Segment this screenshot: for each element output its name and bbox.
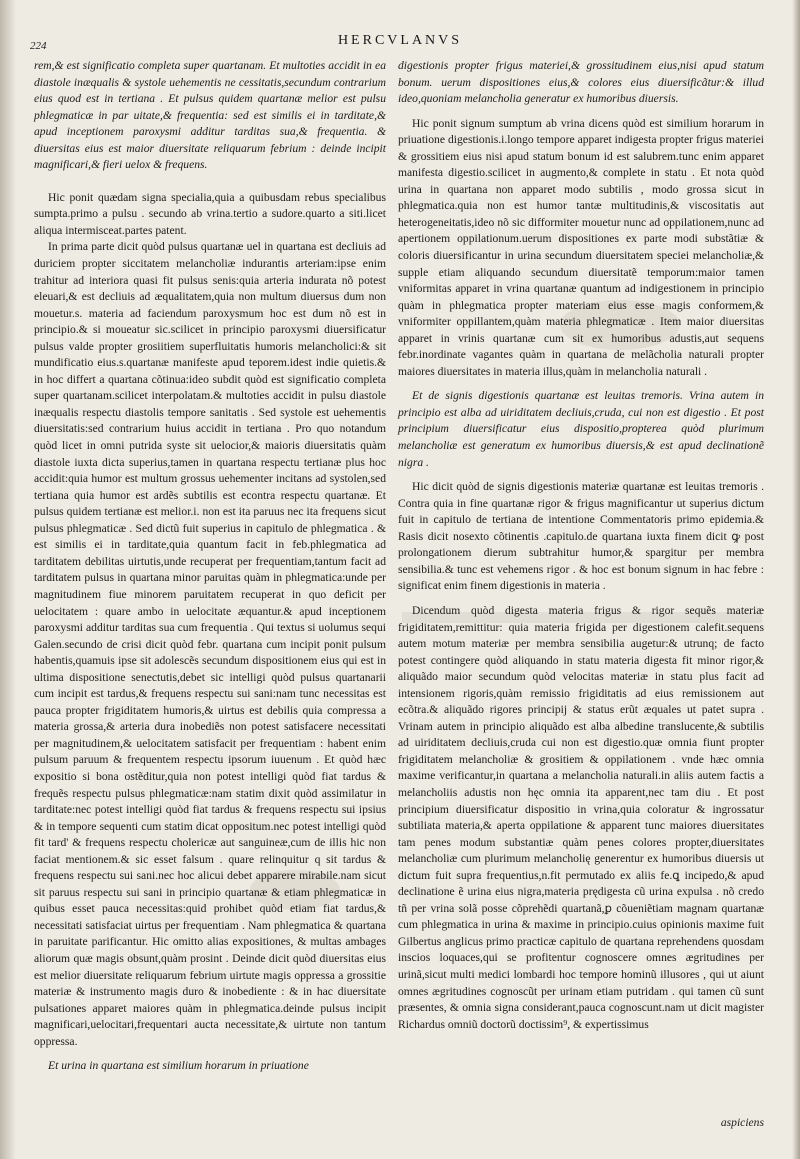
commentary-paragraph: Hic dicit quòd de signis digestionis materiæ quartanæ est leuitas tremoris . Contra quia in fine quartanæ rigor & frigus magnificantur ut superius dictum fuit in capitulo de tertiana de intentione Commentatoris primo epidemia.& Rasis dicit nosexto cõtinentis .capitulo.de quartana iuxta finem dicit ꝙ post prolongationem dierum subtrahitur humor,& spargitur per membra sensibilia.& tunc est vehemens rigor . & hoc est bonum signum in hac febre : significat enim finem digestionis in materia . [398,480,764,593]
page-number: 224 [30,40,47,52]
lemma-paragraph: rem,& est significatio completa super quartanam. Et multoties accidit in ea diastole inæqualis & systole uehementis ne cessitatis,secundum contrarium eius quod est in tertiana . Et pulsus quidem quartanæ melior est pulsu phlegmaticæ in par uitate,& frequentia: sed est similis ei in tarditate,& apud inceptionem paroxysmi additur tarditas sua,& frequentia. & diuersitas eius est maior diuersitate reliquarum febrium : deinde incipit magnificari,& fieri uelox & frequens. [34,59,386,172]
gutter-shadow [0,0,16,1159]
left-column [34,58,386,1075]
running-head: HERCVLANVS [337,33,463,48]
lemma-paragraph: Et de signis digestionis quartanæ est leuitas tremoris. Vrina autem in principio est alba ad uiriditatem decliuis,cruda, cui non est digestio . Et post principium diuersificatur eius dispositio,propterea quòd plurimum melancholiæ est generatum ex humoribus diuersis,& est apud declinationẽ nigra . [398,389,764,469]
catchword: aspiciens [720,1116,764,1129]
commentary-paragraph: Hic ponit quædam signa specialia,quia a quibusdam rebus specialibus sumpta.primo a pulsu . secundo ab vrina.tertio a sudore.quarto a siti.licet aliqua intermisceat.partes patent. [34,190,386,237]
edge-shadow [792,0,800,1159]
right-column [398,58,764,1033]
commentary-paragraph: In prima parte dicit quòd pulsus quartanæ uel in quartana est decliuis ad duriciem propter siccitatem melancholiæ indurantis arteriam:ipse enim trahitur ad interiora quasi fit pulsus senis:quia arteria indurata nõ potest eleuari,& est decliuis ad æqualitatem,quia non multum diuersus dum non mouetur.s. materia ad faciendum paroxysmum hoc est dum nõ est in principio.& si moueatur sic.scilicet in principio paroxysmi diuersificatur pulsus valde propter grosiitiem superfluitatis humoris melancholici:& sit mundificatio eius.s.quartanæ manifeste apud teporem.idest indie quietis.& in hoc differt a quartana cõtinua:ideo subdit quòd est significatio completa super quartanam.scilicet interpolatam.& multoties accidit in pulsu diastole inæqualis respectu diastolis tempore sanitatis . Sed systole est uehementis diuersitatis:sed contrarium huius accidit in tertiana . Pro quo notandum quòd licet in omni putrida syste sit uelocior,& maioris diuersitatis quàm diastole iuxta dicta superius,tamen in quartana respectu tertianæ plus hoc accidit:quia humor est multum grossus uehementer incitans ad systolen,sed tertiana quia humor est ardẽs subtilis est econtra respectu quartanæ. Et pulsus quidem tertianæ est melior.i. non est ita paruus nec ita frequens sicut pulsus phlegmaticæ . Sed dictũ fuit superius in capitulo de phlegmatica . & est similis ei in tarditate,quia quantum facit in feb.phlegmatica ad tarditatem debilitas uirtutis,unde recuperat per frequentiam,tantum facit ad tarditatem pulsus in quartana minor paruitas quàm in phlegmatica:unde per magnitudinem fiue minorem paruitatem recuperat in quo deficit per uelocitatem : quare ambo in uelocitate æquantur.& apud inceptionem paroxysmi additur tarditas sua cum frequentia . Qui textus si uolumus sequi Galen.secundo de crisi dicit quòd febr. quartana cum incipit ponit pulsum habentis,quamuis ipse sit adolescẽs secundum dispositionem eius qui est in ultima dispositione senectutis,debet sic intelligi quòd pulsus quartanarii cum incipit est tardus,& frequens respectu sui sani:nam tunc necessitas est pauca propter frigiditatem humoris,& uirtus est debilis quia compressa a materia grossa,& arteria dura inobediẽs non potest satisfacere necessitati per magnitudinem,& uelocitatem satisfacit per frequentiam : habent enim pulsum paruum & frequentem respectu ipsorum iuuenum . Et quòd hæc expositio si bona ostẽditur,quia non potest intelligi quòd fiat tardus & frequẽs respectu pulsus phlegmaticæ:nam statim dixit quòd assimilatur in tarditate:nec potest intelligi quòd fiat tardus & frequens respectu sui ipsius & in tempore sequenti cum statim dicat oppositum.nec potest intelligi quòd fit tard' & frequens respectu cholericæ aut sanguineæ,cum de illis hic non faciat mentionem.& sic esset falsum . quare relinquitur q sit tardus & frequens respectu sui sani.nec hoc alicui debet apparere mirabile.nam sicut sit paruus respectu sui sani in principio quartanæ & etiam phlegmaticæ in quibus esset pauca necessitas:quid prohibet quòd etiam fiat tardus,& necessitati satisfaciat uirtus per frequentiam . Nam phlegmatica & quartana in paruitate parificantur. Hic omitto alias expositiones, & multas ambages aliorum quæ magis obsunt,quàm prosint . Deinde dicit quòd diuersitas eius est melior diuersitate reliquarum febrium uirtute magis oppressa a grossitie materiæ & instrumento magis duro & inobediente : & in hac diuersitate pulsationes apparet maiores quàm in phlegmatica.deinde pulsus incipit magnificari,uelocitari,frequentari aucta necessitate,& uirtute non tantum oppressa. [34,240,386,1048]
commentary-paragraph: Hic ponit signum sumptum ab vrina dicens quòd est similium horarum in priuatione digestionis.i.longo tempore apparet indigesta propter frigus materiei & grossitiem eius nisi apud statum bonum id est salubrem.tunc enim apparet manifesta digestio.scilicet in augmento,& complete in statu . Et nota quòd urina in quartana non apparet modo subtilis , modo grossa sicut in phlegmatica.quia non est humor tantæ multitudinis,& viscositatis aut heterogeneitatis,ideo nõ sic difformiter mouetur nunc ad oppilationem,nunc ad apertionem oppilationum.uerum dispositiones ex parte modi substãtiæ & coloris diuersificantur in urina secundum diuersitatem speciei melancholiæ,& supple etiam aliquando secundum diuersitatẽ temporum:maior tamen vniformitas apparet in vrina quartanæ quantum ad indigestionem in principio quàm in phlegmatica propter materiam eius esse magis conformem,& vniformiter oppillantem,quàm materia phlegmaticæ . Item maior diuersitas apparet in vrinis quartanæ cum sit ex humoribus adustis,aut sequens febr.inordinate vagantes quàm in quartana de melãcholia naturali propter maiores diuersitates in materia illus,quàm in melancholia naturali . [398,116,764,378]
commentary-paragraph: Dicendum quòd digesta materia frigus & rigor sequẽs materiæ frigiditatem,remittitur: quia materia frigida per digestionem calefit.sequens autem motum materiæ per membra sensibilia augetur:& utrunq; de facto potest contingere quòd aliquando in statu materia digesta fit minor rigor,& aliquãdo maior secundum quòd velocitas materiæ in statu plus facit ad intensionem rigoris,quàm remissio frigiditatis ad eius remissionem aut ecõtra.& aliquãdo rigores principij & status erũt æquales ut patet supra . Vrinam autem in principio aliquãdo est alba albedine translucente,& subtilis ad uiriditatem decliuis,cruda cui non est digestio.quæ omnia fiunt propter frigiditatem melancholiæ & grositiem & oppilationem . vnde hæc omnia maxime verificantur,in quartana a melancholia naturali.in aliis autem factis a melancholiis adustis non hęc omnia ita apparent,nec tam diu . Et post principium diuersificatur dispositio in vrina,quia coloratur & ingrossatur subtiliata materia,& aperta oppilatione & apparent tunc maiores diuersitates tam penes modum substantiæ quàm penes colores propter,diuersitates melancholiæ cum plurimum melancholię generentur ex humoribus diuersis ut dictum fuit supra frequentius,n.fit permutado ex aliis fe.ꝗ incipedo,& apud declinatione ẽ urina eius nigra,materia prędigesta cũ urina expulsa . nõ credo tñ per vrina solã posse cõprehẽdi quartanã,ꝑ cõueniẽtiam magnam quartanæ cum phlegmatica in urina & maxime in principio.cuius opinionis maxime fuit Gilbertus anglicus primo practicæ capitulo de quartana reprehendens quosdam inscios loquaces,qui se profitentur cognoscere omnes ægritudines per urinã,sicut multi medici lombardi hoc tempore hominũ illusores , qui ut aiunt omnes ægritudines cognoscũt per urinam etiam putridam . qui tamen cũ sunt præsentes, & omnia signa considerant,pauca cognoscunt.nam ut dicit magister Richardus omniũ doctorũ doctissim⁹, & expertissimus [398,603,764,1031]
lemma-paragraph: digestionis propter frigus materiei,& grossitudinem eius,nisi apud statum bonum. uerum dispositiones eius,& colores eius diuersificãtur:& illud ideo,quoniam melancholia generatur ex humoribus diuersis. [398,59,764,106]
lemma-paragraph: Et urina in quartana est similium horarum in priuatione [48,1059,309,1073]
